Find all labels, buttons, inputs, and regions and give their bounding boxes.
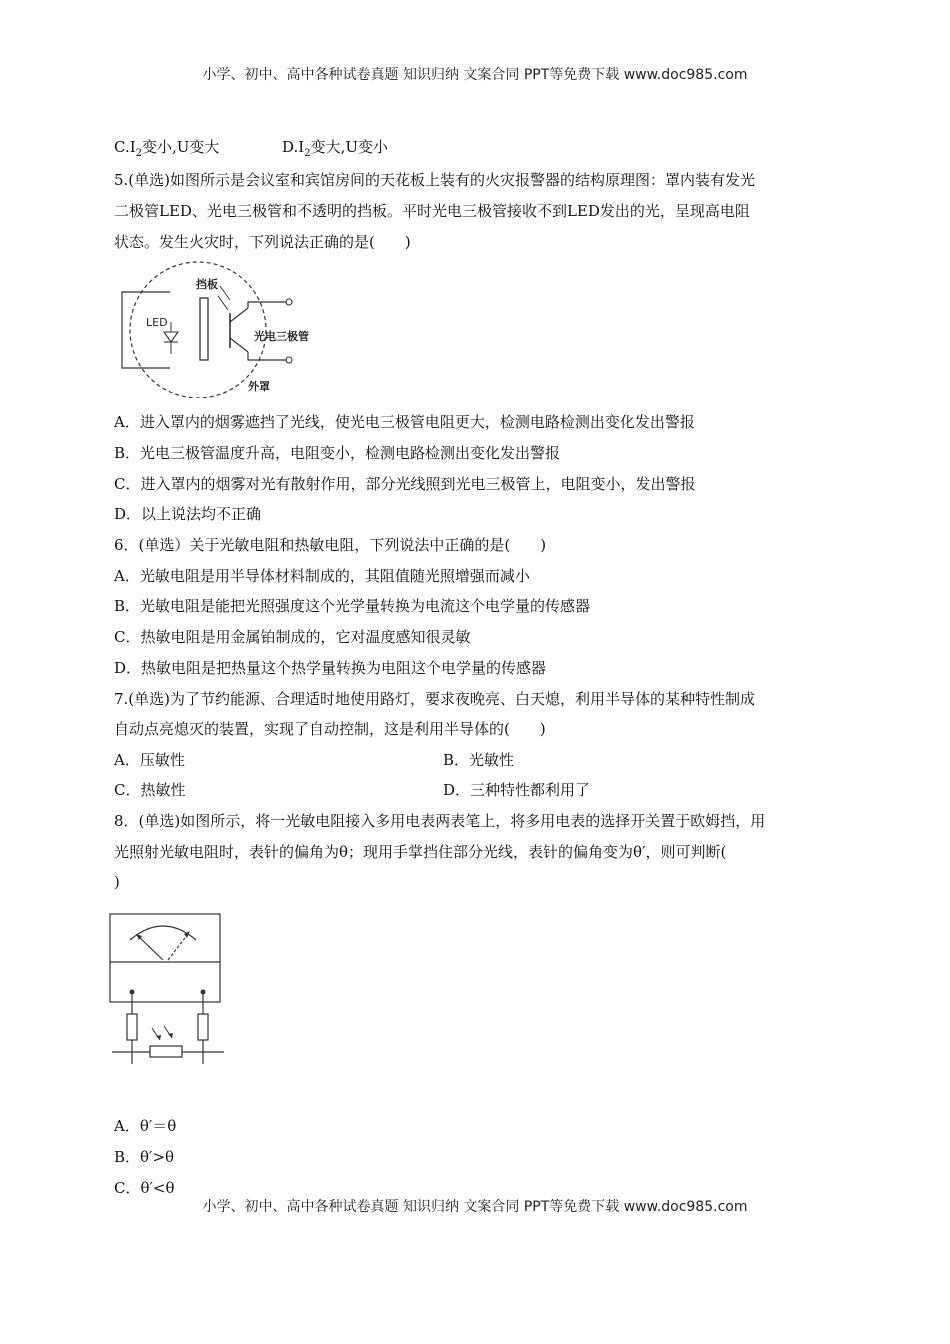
q8-option-a: A．θ′＝θ [114, 1117, 177, 1135]
q8-stem-line: ) [114, 873, 120, 891]
fire-alarm-diagram [118, 258, 348, 398]
led-diode-icon [164, 332, 178, 342]
terminal-top [286, 299, 292, 305]
q5-option-a: A．进入罩内的烟雾遮挡了光线，使光电三极管电阻更大，检测电路检测出变化发出警报 [114, 413, 695, 431]
q6-option-d: D．热敏电阻是把热量这个热学量转换为电阻这个电学量的传感器 [114, 659, 547, 677]
q5-stem-line: 状态。发生火灾时，下列说法正确的是( ) [114, 233, 411, 251]
q6-option-a: A．光敏电阻是用半导体材料制成的，其阻值随光照增强而减小 [114, 567, 530, 585]
q7-option-d: D．三种特性都利用了 [443, 781, 591, 799]
q7-stem-line: 7.(单选)为了节约能源、合理适时地使用路灯，要求夜晚亮、白天熄，利用半导体的某种特性制成 [114, 690, 756, 708]
page-header: 小学、初中、高中各种试卷真题 知识归纳 文案合同 PPT等免费下载 www.doc985.com [202, 67, 748, 83]
photoresistor [150, 1046, 182, 1057]
led-label: LED [146, 316, 168, 329]
q7-option-b: B．光敏性 [443, 751, 515, 769]
q7-option-c: C．热敏性 [114, 781, 186, 799]
q6-stem: 6．(单选）关于光敏电阻和热敏电阻，下列说法中正确的是( ) [114, 536, 547, 554]
q5-option-b: B．光电三极管温度升高，电阻变小，检测电路检测出变化发出警报 [114, 444, 561, 462]
q7-stem-line: 自动点亮熄灭的装置，实现了自动控制，这是利用半导体的( ) [114, 720, 546, 738]
q6-option-b: B．光敏电阻是能把光照强度这个光学量转换为电流这个电学量的传感器 [114, 597, 591, 615]
cover-label: 外罩 [248, 380, 270, 393]
q5-option-c: C．进入罩内的烟雾对光有散射作用，部分光线照到光电三极管上，电阻变小，发出警报 [114, 475, 696, 493]
q4-option-d: $D.I_2$变大,U变小 [282, 138, 388, 159]
multimeter-diagram [108, 912, 228, 1072]
q5-stem-line: 二极管LED、光电三极管和不透明的挡板。平时光电三极管接收不到LED发出的光，呈现高电阻 [114, 202, 750, 220]
q5-stem-line: 5.(单选)如图所示是会议室和宾馆房间的天花板上装有的火灾报警器的结构原理图：罩内装有发光 [114, 171, 756, 189]
q5-option-d: D．以上说法均不正确 [114, 505, 262, 523]
q8-stem-line: 8．(单选)如图所示，将一光敏电阻接入多用电表两表笔上，将多用电表的选择开关置于欧姆挡，用 [114, 812, 766, 830]
q8-stem-line: 光照射光敏电阻时，表针的偏角为θ；现用手掌挡住部分光线，表针的偏角变为θ′，则可判断( [114, 843, 727, 861]
q7-option-a: A．压敏性 [114, 751, 185, 769]
q8-option-b: B．θ′>θ [114, 1148, 175, 1166]
q4-option-c: $C.I_2$变小,U变大 [114, 138, 220, 159]
q6-option-c: C．热敏电阻是用金属铂制成的，它对温度感知很灵敏 [114, 628, 471, 646]
probe-right [198, 1014, 208, 1040]
baffle-board [200, 298, 208, 360]
baffle-label: 挡板 [196, 278, 218, 291]
q8-option-c: C．θ′<θ [114, 1179, 175, 1197]
terminal-bottom [286, 357, 292, 363]
page-footer: 小学、初中、高中各种试卷真题 知识归纳 文案合同 PPT等免费下载 www.doc985.com [202, 1199, 748, 1215]
probe-left [127, 1014, 137, 1040]
led-wire [122, 292, 170, 368]
transistor-label: 光电三极管 [254, 330, 309, 343]
meter-body [110, 914, 220, 1002]
